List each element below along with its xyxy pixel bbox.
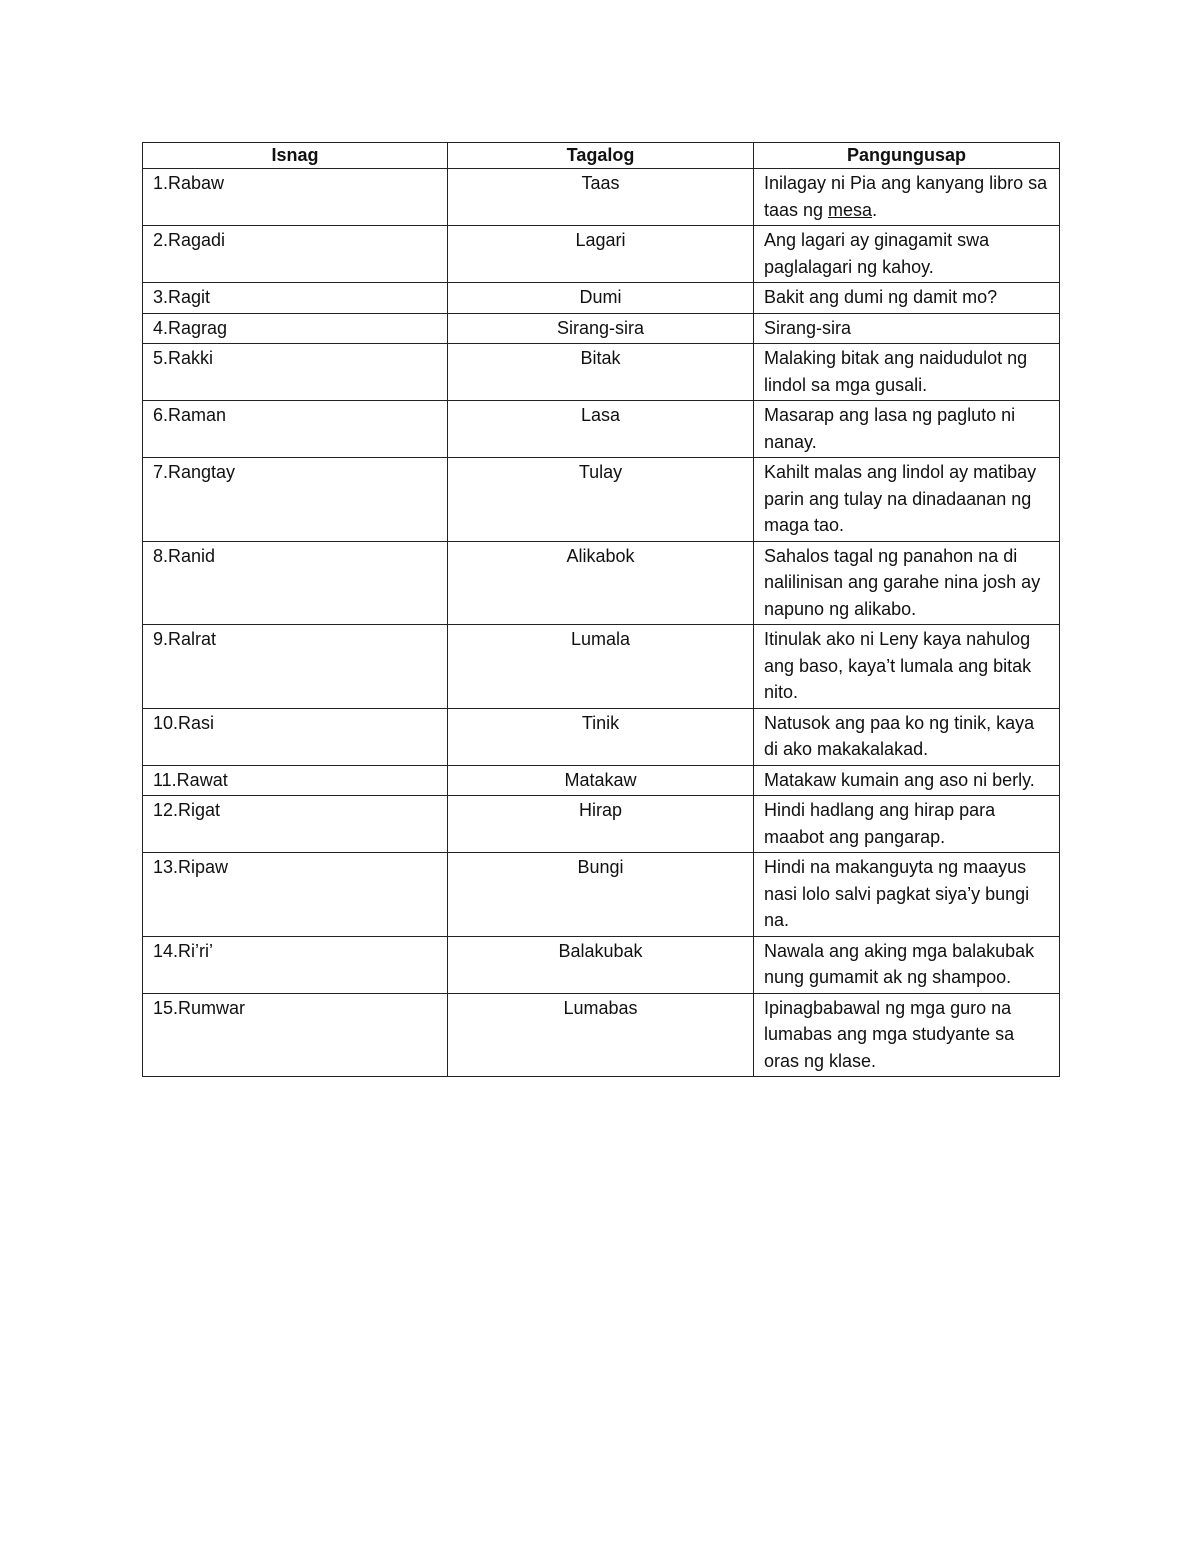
header-pangungusap: Pangungusap	[754, 143, 1060, 169]
vocabulary-table	[142, 142, 1060, 1077]
isnag-cell: 14.Ri’ri’	[143, 936, 448, 993]
tagalog-cell: Hirap	[448, 796, 754, 853]
tagalog-cell: Bungi	[448, 853, 754, 937]
isnag-cell: 3.Ragit	[143, 283, 448, 314]
table-row	[143, 226, 1060, 283]
isnag-cell: 15.Rumwar	[143, 993, 448, 1077]
table-row	[143, 458, 1060, 542]
tagalog-cell: Bitak	[448, 344, 754, 401]
isnag-cell: 10.Rasi	[143, 708, 448, 765]
underlined-word: mesa	[828, 199, 873, 220]
sentence-cell: Hindi na makanguyta ng maayus nasi lolo salvi pagkat siya’y bungi na.	[754, 853, 1060, 937]
sentence-cell: Nawala ang aking mga balakubak nung gumamit ak ng shampoo.	[754, 936, 1060, 993]
isnag-cell: 11.Rawat	[143, 765, 448, 796]
sentence-cell: Kahilt malas ang lindol ay matibay parin ang tulay na dinadaanan ng maga tao.	[754, 458, 1060, 542]
tagalog-cell: Dumi	[448, 283, 754, 314]
sentence-text: Inilagay ni Pia ang kanyang libro sa taas ng	[764, 173, 1048, 220]
isnag-cell: 8.Ranid	[143, 541, 448, 625]
sentence-cell: Ang lagari ay ginagamit swa paglalagari ng kahoy.	[754, 226, 1060, 283]
isnag-cell: 7.Rangtay	[143, 458, 448, 542]
sentence-cell	[754, 169, 1060, 226]
tagalog-cell: Alikabok	[448, 541, 754, 625]
isnag-cell: 12.Rigat	[143, 796, 448, 853]
header-row	[143, 143, 1060, 169]
tagalog-cell: Sirang-sira	[448, 313, 754, 344]
isnag-cell: 1.Rabaw	[143, 169, 448, 226]
tagalog-cell: Lumala	[448, 625, 754, 709]
table-row	[143, 625, 1060, 709]
tagalog-cell: Lasa	[448, 401, 754, 458]
tagalog-cell: Tinik	[448, 708, 754, 765]
table-row	[143, 796, 1060, 853]
sentence-cell: Malaking bitak ang naidudulot ng lindol sa mga gusali.	[754, 344, 1060, 401]
header-tagalog: Tagalog	[448, 143, 754, 169]
table-row	[143, 344, 1060, 401]
table-row	[143, 169, 1060, 226]
table-row	[143, 993, 1060, 1077]
sentence-end: .	[872, 199, 878, 220]
table-row	[143, 708, 1060, 765]
tagalog-cell: Lagari	[448, 226, 754, 283]
tagalog-cell: Balakubak	[448, 936, 754, 993]
isnag-cell: 13.Ripaw	[143, 853, 448, 937]
tagalog-cell: Taas	[448, 169, 754, 226]
table-row	[143, 541, 1060, 625]
table-row	[143, 283, 1060, 314]
sentence-cell: Natusok ang paa ko ng tinik, kaya di ako makakalakad.	[754, 708, 1060, 765]
table-row	[143, 936, 1060, 993]
sentence-cell: Ipinagbabawal ng mga guro na lumabas ang mga studyante sa oras ng klase.	[754, 993, 1060, 1077]
table-row	[143, 853, 1060, 937]
sentence-cell: Sirang-sira	[754, 313, 1060, 344]
sentence-cell: Matakaw kumain ang aso ni berly.	[754, 765, 1060, 796]
table-row	[143, 401, 1060, 458]
tagalog-cell: Tulay	[448, 458, 754, 542]
sentence-cell: Masarap ang lasa ng pagluto ni nanay.	[754, 401, 1060, 458]
table-row	[143, 313, 1060, 344]
sentence-cell: Itinulak ako ni Leny kaya nahulog ang baso, kaya’t lumala ang bitak nito.	[754, 625, 1060, 709]
sentence-cell: Bakit ang dumi ng damit mo?	[754, 283, 1060, 314]
isnag-cell: 9.Ralrat	[143, 625, 448, 709]
sentence-cell: Sahalos tagal ng panahon na di nalilinisan ang garahe nina josh ay napuno ng alikabo.	[754, 541, 1060, 625]
header-isnag: Isnag	[143, 143, 448, 169]
tagalog-cell: Lumabas	[448, 993, 754, 1077]
tagalog-cell: Matakaw	[448, 765, 754, 796]
isnag-cell: 5.Rakki	[143, 344, 448, 401]
isnag-cell: 2.Ragadi	[143, 226, 448, 283]
table-row	[143, 765, 1060, 796]
isnag-cell: 6.Raman	[143, 401, 448, 458]
sentence-cell: Hindi hadlang ang hirap para maabot ang pangarap.	[754, 796, 1060, 853]
isnag-cell: 4.Ragrag	[143, 313, 448, 344]
